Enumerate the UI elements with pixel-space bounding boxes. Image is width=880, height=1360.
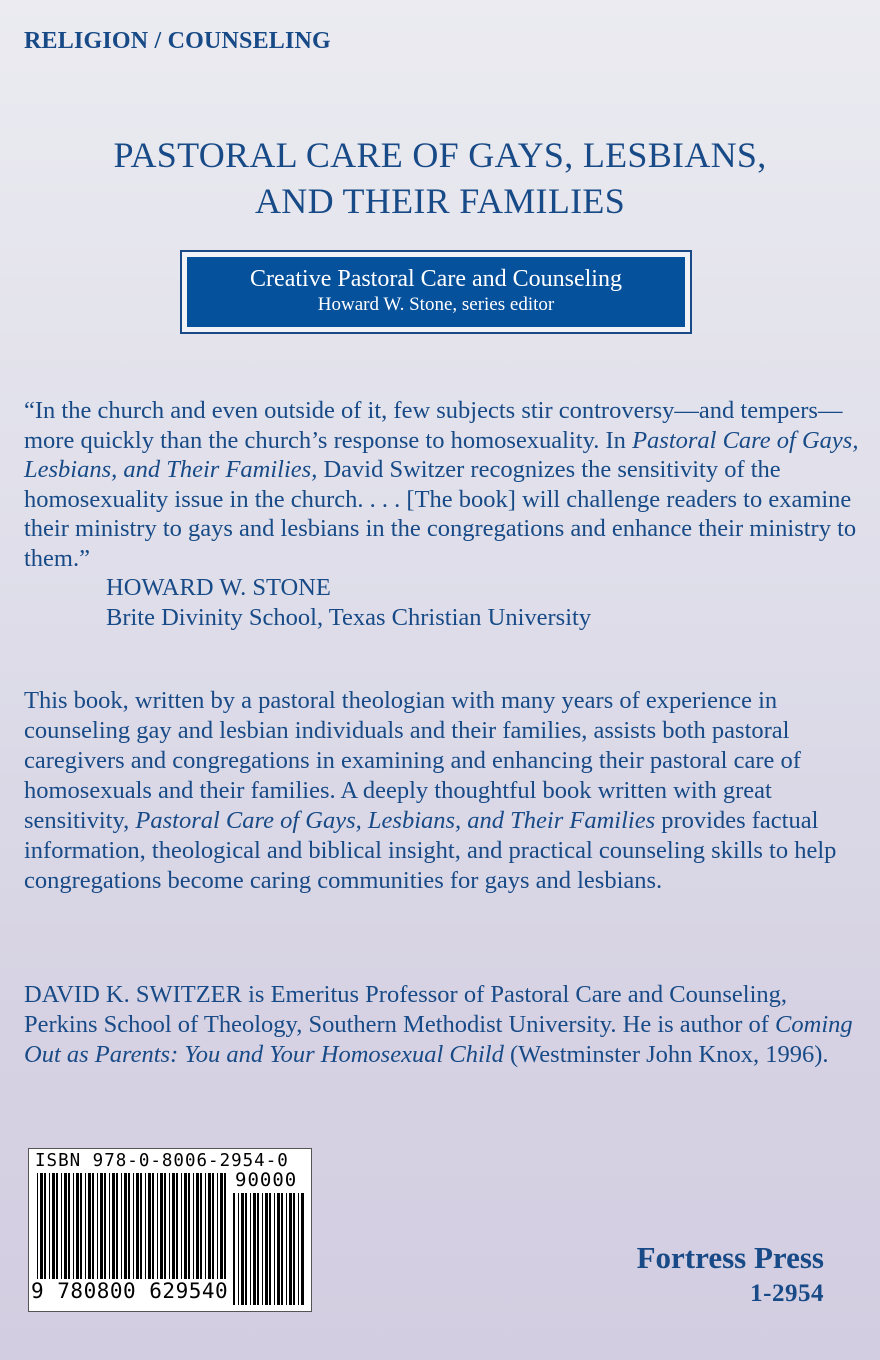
barcode-bar [160,1173,163,1289]
author-bio [24,980,864,1070]
ean-digits: 9 780800 629540 [31,1279,229,1303]
barcode-bar [136,1173,139,1289]
barcode-bar [200,1173,202,1289]
barcode-bar [121,1173,122,1289]
barcode-bar [157,1173,158,1289]
barcode-bar [286,1193,287,1305]
endorsement-quote [24,396,864,573]
barcode-bar [241,1193,244,1305]
author-previous-book-title: Coming Out as Parents: You and Your Homosexual Child [24,1011,853,1068]
barcode-bar [262,1193,263,1305]
book-title-line-2: AND THEIR FAMILIES [254,181,626,221]
barcode-bar [85,1173,86,1289]
series-name: Creative Pastoral Care and Counseling [250,266,622,292]
barcode-bar [265,1193,268,1305]
barcode-bar [124,1173,127,1289]
barcode-bar [164,1173,166,1289]
endorsement-book-title: Pastoral Care of Gays, Lesbians, and Their Families, [24,426,859,483]
book-title-line-1: PASTORAL CARE OF GAYS, LESBIANS, [113,135,767,175]
barcode-bar [184,1173,187,1289]
barcode-bar [61,1173,62,1289]
endorser-affiliation: Brite Divinity School, Texas Christian University [106,604,592,631]
description-book-title: Pastoral Care of Gays, Lesbians, and Their Families [135,807,656,834]
author-bio-text-end: (Westminster John Knox, 1996). [503,1041,829,1068]
book-title [0,132,880,224]
endorser-name: HOWARD W. STONE [106,574,331,601]
barcode-bar [238,1193,239,1305]
barcode-bar [205,1173,206,1289]
barcode-bar [64,1173,67,1289]
barcode-bar [52,1173,55,1289]
barcode-bar [133,1173,134,1289]
barcode-bar [277,1193,280,1305]
barcode-bar [145,1173,146,1289]
series-banner [180,250,692,334]
barcode-bar [217,1173,218,1289]
barcode-bar [112,1173,115,1289]
barcode-bar [76,1173,79,1289]
barcode-bar [301,1193,304,1305]
barcode-bar [56,1173,58,1289]
publisher-name: Fortress Press [636,1240,824,1275]
barcode-bar [274,1193,275,1305]
barcode-bar [253,1193,256,1305]
barcode-bar [140,1173,142,1289]
barcode-bar [257,1193,259,1305]
isbn-barcode [28,1148,312,1312]
barcode-bar [176,1173,178,1289]
isbn-label: ISBN 978-0-8006-2954-0 [35,1151,289,1171]
barcode-bar [169,1173,170,1289]
barcode-bar [208,1173,211,1289]
series-banner-panel [187,257,685,327]
barcode-bar [100,1173,103,1289]
barcode-bar [245,1193,247,1305]
barcode-bar [233,1193,235,1305]
barcode-bar [152,1173,154,1289]
barcode-bar [193,1173,194,1289]
barcode-bar [37,1173,38,1289]
barcode-bar [281,1193,283,1305]
barcode-bar [220,1173,223,1289]
barcode-bar [148,1173,151,1289]
barcode-bar [80,1173,82,1289]
barcode-bar [116,1173,118,1289]
ean-barcode-bars [37,1173,229,1289]
barcode-bar [92,1173,94,1289]
barcode-bar [188,1173,190,1289]
description-text-start: This book, written by a pastoral theologian with many years of experience in counseling gay and lesbian individuals and their families, assists both pastoral caregivers and congregations in examining and enhancing their pastoral care of homosexuals and their families. A deeply thoughtful book written with great sensitivity, [24,687,801,834]
barcode-bar [269,1193,271,1305]
barcode-bar [212,1173,214,1289]
barcode-bar [40,1173,43,1289]
barcode-bar [298,1193,299,1305]
book-description [24,686,864,896]
barcode-bar [172,1173,175,1289]
publisher-number: 1-2954 [750,1280,824,1307]
endorsement-text-end: David Switzer recognizes the sensitivity of the homosexuality issue in the church. . . . [The book] will challenge readers to examine their ministry to gays and lesbians in the congregations and enhance their ministry to them.” [24,456,857,572]
author-bio-text-start: DAVID K. SWITZER is Emeritus Professor of Pastoral Care and Counseling, Perkins School of Theology, Southern Methodist University. He is author of [24,981,788,1038]
endorsement-text-start: “In the church and even outside of it, few subjects stir controversy—and tempers—more quickly than the church’s response to homosexuality. In [24,397,843,454]
barcode-bar [224,1173,226,1289]
barcode-bar [196,1173,199,1289]
barcode-bar [97,1173,98,1289]
barcode-bar [44,1173,46,1289]
barcode-bar [104,1173,106,1289]
description-text-end: provides factual information, theological and biblical insight, and practical counseling skills to help congregations become caring communities for gays and lesbians. [24,807,837,894]
price-addon-barcode-bars [233,1193,305,1305]
series-editor: Howard W. Stone, series editor [317,294,555,315]
barcode-bar [49,1173,50,1289]
barcode-bar [289,1193,292,1305]
barcode-bar [181,1173,182,1289]
barcode-bar [73,1173,74,1289]
barcode-bar [293,1193,295,1305]
barcode-bar [128,1173,130,1289]
barcode-bar [250,1193,251,1305]
barcode-bar [88,1173,91,1289]
price-code: 90000 [235,1169,298,1191]
barcode-bar [109,1173,110,1289]
barcode-bar [68,1173,70,1289]
category-label: RELIGION / COUNSELING [24,28,331,54]
